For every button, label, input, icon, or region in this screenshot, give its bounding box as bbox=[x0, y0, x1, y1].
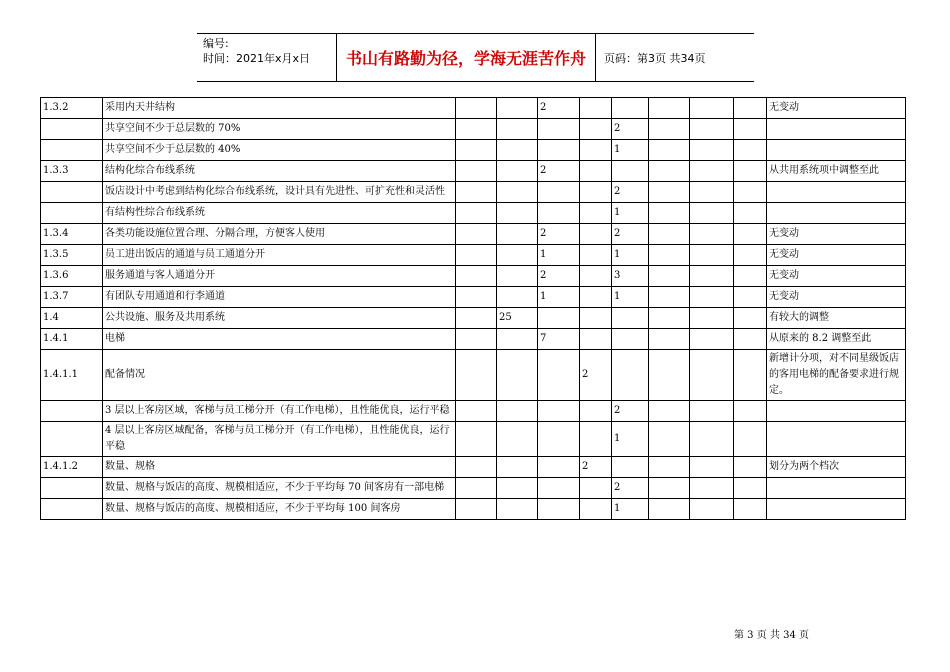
cell-c1 bbox=[456, 119, 497, 140]
cell-code bbox=[41, 478, 103, 499]
cell-note bbox=[767, 140, 906, 161]
table-row bbox=[41, 350, 906, 401]
cell-c4 bbox=[580, 203, 612, 224]
cell-item: 有团队专用通道和行李通道 bbox=[103, 287, 456, 308]
cell-c6 bbox=[649, 161, 690, 182]
cell-code: 1.4.1.1 bbox=[41, 350, 103, 401]
cell-code bbox=[41, 182, 103, 203]
standards-table bbox=[40, 97, 906, 520]
cell-c4 bbox=[580, 287, 612, 308]
cell-code bbox=[41, 140, 103, 161]
cell-note bbox=[767, 119, 906, 140]
cell-c1 bbox=[456, 161, 497, 182]
cell-c7 bbox=[690, 245, 734, 266]
cell-note: 无变动 bbox=[767, 98, 906, 119]
cell-note: 新增计分项，对不同星级饭店的客用电梯的配备要求进行规定。 bbox=[767, 350, 906, 401]
cell-c4 bbox=[580, 266, 612, 287]
cell-c4 bbox=[580, 119, 612, 140]
cell-note bbox=[767, 478, 906, 499]
cell-item: 饭店设计中考虑到结构化综合布线系统，设计具有先进性、可扩充性和灵活性 bbox=[103, 182, 456, 203]
cell-c3: 2 bbox=[538, 98, 580, 119]
cell-c8 bbox=[734, 119, 767, 140]
cell-item: 数量、规格与饭店的高度、规模相适应，不少于平均每 100 间客房 bbox=[103, 499, 456, 520]
cell-c2 bbox=[497, 478, 538, 499]
cell-c5 bbox=[612, 457, 649, 478]
cell-c8 bbox=[734, 308, 767, 329]
cell-item: 电梯 bbox=[103, 329, 456, 350]
time-label: 时间：2021年x月x日 bbox=[203, 52, 311, 65]
cell-c8 bbox=[734, 350, 767, 401]
cell-code bbox=[41, 119, 103, 140]
cell-code bbox=[41, 203, 103, 224]
cell-c6 bbox=[649, 245, 690, 266]
cell-c8 bbox=[734, 182, 767, 203]
cell-item: 结构化综合布线系统 bbox=[103, 161, 456, 182]
page-header bbox=[197, 33, 754, 82]
table-row bbox=[41, 224, 906, 245]
table-row bbox=[41, 422, 906, 457]
cell-c3 bbox=[538, 308, 580, 329]
table-row bbox=[41, 499, 906, 520]
cell-c1 bbox=[456, 329, 497, 350]
cell-code: 1.3.7 bbox=[41, 287, 103, 308]
table-row bbox=[41, 457, 906, 478]
cell-c6 bbox=[649, 287, 690, 308]
cell-c1 bbox=[456, 308, 497, 329]
cell-c5: 1 bbox=[612, 203, 649, 224]
table-row bbox=[41, 98, 906, 119]
cell-c1 bbox=[456, 401, 497, 422]
cell-c4: 2 bbox=[580, 350, 612, 401]
cell-c2 bbox=[497, 350, 538, 401]
cell-c2 bbox=[497, 98, 538, 119]
cell-c4 bbox=[580, 161, 612, 182]
cell-c6 bbox=[649, 457, 690, 478]
table-row bbox=[41, 266, 906, 287]
cell-c2 bbox=[497, 457, 538, 478]
cell-c6 bbox=[649, 478, 690, 499]
cell-note: 从原来的 8.2 调整至此 bbox=[767, 329, 906, 350]
cell-item: 共享空间不少于总层数的 40% bbox=[103, 140, 456, 161]
cell-item: 有结构性综合布线系统 bbox=[103, 203, 456, 224]
cell-c5: 2 bbox=[612, 224, 649, 245]
cell-c4 bbox=[580, 245, 612, 266]
cell-c3 bbox=[538, 350, 580, 401]
cell-note bbox=[767, 422, 906, 457]
cell-c2 bbox=[497, 266, 538, 287]
cell-c2: 25 bbox=[497, 308, 538, 329]
cell-c5 bbox=[612, 350, 649, 401]
cell-c2 bbox=[497, 140, 538, 161]
cell-note: 划分为两个档次 bbox=[767, 457, 906, 478]
cell-c2 bbox=[497, 499, 538, 520]
table-row bbox=[41, 308, 906, 329]
cell-c2 bbox=[497, 329, 538, 350]
cell-c2 bbox=[497, 422, 538, 457]
cell-c2 bbox=[497, 224, 538, 245]
cell-c8 bbox=[734, 245, 767, 266]
cell-c5: 2 bbox=[612, 478, 649, 499]
cell-c6 bbox=[649, 119, 690, 140]
cell-c1 bbox=[456, 224, 497, 245]
cell-item: 采用内天井结构 bbox=[103, 98, 456, 119]
cell-c2 bbox=[497, 287, 538, 308]
cell-c5 bbox=[612, 161, 649, 182]
cell-c8 bbox=[734, 224, 767, 245]
cell-c8 bbox=[734, 329, 767, 350]
table-row bbox=[41, 140, 906, 161]
cell-c5: 1 bbox=[612, 287, 649, 308]
cell-item: 数量、规格 bbox=[103, 457, 456, 478]
cell-code: 1.4.1 bbox=[41, 329, 103, 350]
cell-c7 bbox=[690, 308, 734, 329]
cell-c6 bbox=[649, 182, 690, 203]
cell-c7 bbox=[690, 350, 734, 401]
cell-c8 bbox=[734, 287, 767, 308]
cell-note: 无变动 bbox=[767, 224, 906, 245]
number-label: 编号: bbox=[203, 37, 229, 50]
cell-c4 bbox=[580, 478, 612, 499]
cell-c5 bbox=[612, 98, 649, 119]
cell-c5: 2 bbox=[612, 182, 649, 203]
cell-item: 公共设施、服务及共用系统 bbox=[103, 308, 456, 329]
cell-c2 bbox=[497, 119, 538, 140]
table-row bbox=[41, 245, 906, 266]
cell-c4 bbox=[580, 401, 612, 422]
cell-c3 bbox=[538, 140, 580, 161]
cell-c3: 2 bbox=[538, 224, 580, 245]
cell-item: 服务通道与客人通道分开 bbox=[103, 266, 456, 287]
cell-c5: 2 bbox=[612, 119, 649, 140]
cell-c4 bbox=[580, 224, 612, 245]
cell-c7 bbox=[690, 499, 734, 520]
cell-c5: 1 bbox=[612, 422, 649, 457]
cell-c7 bbox=[690, 329, 734, 350]
cell-code: 1.4.1.2 bbox=[41, 457, 103, 478]
cell-code: 1.4 bbox=[41, 308, 103, 329]
table-row bbox=[41, 203, 906, 224]
cell-c4 bbox=[580, 499, 612, 520]
cell-c3: 1 bbox=[538, 245, 580, 266]
cell-c6 bbox=[649, 203, 690, 224]
cell-code: 1.3.4 bbox=[41, 224, 103, 245]
cell-item: 数量、规格与饭店的高度、规模相适应，不少于平均每 70 间客房有一部电梯 bbox=[103, 478, 456, 499]
cell-c6 bbox=[649, 329, 690, 350]
cell-code: 1.3.3 bbox=[41, 161, 103, 182]
cell-c3 bbox=[538, 422, 580, 457]
cell-code: 1.3.6 bbox=[41, 266, 103, 287]
cell-note: 无变动 bbox=[767, 266, 906, 287]
cell-c2 bbox=[497, 182, 538, 203]
cell-note bbox=[767, 182, 906, 203]
cell-c8 bbox=[734, 203, 767, 224]
cell-c8 bbox=[734, 457, 767, 478]
cell-c3: 1 bbox=[538, 287, 580, 308]
cell-c5: 1 bbox=[612, 499, 649, 520]
cell-c8 bbox=[734, 98, 767, 119]
table-row bbox=[41, 401, 906, 422]
cell-c3 bbox=[538, 499, 580, 520]
page-info: 页码：第3页 共34页 bbox=[604, 51, 706, 65]
cell-c1 bbox=[456, 350, 497, 401]
cell-code: 1.3.5 bbox=[41, 245, 103, 266]
cell-c8 bbox=[734, 499, 767, 520]
cell-c4 bbox=[580, 329, 612, 350]
cell-c4 bbox=[580, 182, 612, 203]
cell-c2 bbox=[497, 245, 538, 266]
cell-c1 bbox=[456, 245, 497, 266]
cell-c6 bbox=[649, 499, 690, 520]
cell-item: 员工进出饭店的通道与员工通道分开 bbox=[103, 245, 456, 266]
cell-code: 1.3.2 bbox=[41, 98, 103, 119]
cell-c8 bbox=[734, 422, 767, 457]
cell-c7 bbox=[690, 422, 734, 457]
cell-c6 bbox=[649, 98, 690, 119]
cell-note: 无变动 bbox=[767, 287, 906, 308]
cell-c6 bbox=[649, 308, 690, 329]
cell-note: 无变动 bbox=[767, 245, 906, 266]
cell-note bbox=[767, 499, 906, 520]
table-row bbox=[41, 119, 906, 140]
table-row bbox=[41, 161, 906, 182]
cell-code bbox=[41, 422, 103, 457]
cell-c5: 3 bbox=[612, 266, 649, 287]
table-row bbox=[41, 287, 906, 308]
cell-c1 bbox=[456, 98, 497, 119]
cell-c8 bbox=[734, 161, 767, 182]
cell-c8 bbox=[734, 401, 767, 422]
cell-c1 bbox=[456, 203, 497, 224]
cell-c3 bbox=[538, 457, 580, 478]
cell-item: 共享空间不少于总层数的 70% bbox=[103, 119, 456, 140]
cell-c3: 2 bbox=[538, 266, 580, 287]
cell-c7 bbox=[690, 182, 734, 203]
cell-c7 bbox=[690, 98, 734, 119]
cell-item: 各类功能设施位置合理、分隔合理，方便客人使用 bbox=[103, 224, 456, 245]
cell-note: 有较大的调整 bbox=[767, 308, 906, 329]
cell-c1 bbox=[456, 478, 497, 499]
cell-code bbox=[41, 499, 103, 520]
cell-c3 bbox=[538, 119, 580, 140]
cell-c5: 1 bbox=[612, 245, 649, 266]
cell-c7 bbox=[690, 287, 734, 308]
cell-c6 bbox=[649, 401, 690, 422]
cell-c6 bbox=[649, 350, 690, 401]
cell-c7 bbox=[690, 161, 734, 182]
motto: 书山有路勤为径，学海无涯苦作舟 bbox=[337, 34, 596, 81]
table-row bbox=[41, 478, 906, 499]
cell-item: 3 层以上客房区域，客梯与员工梯分开（有工作电梯），且性能优良，运行平稳 bbox=[103, 401, 456, 422]
header-meta bbox=[197, 34, 337, 81]
cell-c3 bbox=[538, 401, 580, 422]
cell-c7 bbox=[690, 401, 734, 422]
cell-note: 从共用系统项中调整至此 bbox=[767, 161, 906, 182]
cell-c7 bbox=[690, 119, 734, 140]
cell-code bbox=[41, 401, 103, 422]
cell-c4: 2 bbox=[580, 457, 612, 478]
cell-c3 bbox=[538, 203, 580, 224]
cell-c5: 2 bbox=[612, 401, 649, 422]
cell-c2 bbox=[497, 401, 538, 422]
cell-note bbox=[767, 401, 906, 422]
cell-c6 bbox=[649, 140, 690, 161]
cell-item: 4 层以上客房区域配备，客梯与员工梯分开（有工作电梯），且性能优良，运行平稳 bbox=[103, 422, 456, 457]
cell-item: 配备情况 bbox=[103, 350, 456, 401]
cell-c5 bbox=[612, 308, 649, 329]
cell-c5 bbox=[612, 329, 649, 350]
cell-c1 bbox=[456, 457, 497, 478]
cell-c5: 1 bbox=[612, 140, 649, 161]
cell-c4 bbox=[580, 98, 612, 119]
table-row bbox=[41, 182, 906, 203]
cell-c7 bbox=[690, 224, 734, 245]
cell-c2 bbox=[497, 161, 538, 182]
page-footer: 第 3 页 共 34 页 bbox=[734, 630, 809, 641]
cell-c3: 7 bbox=[538, 329, 580, 350]
cell-c8 bbox=[734, 266, 767, 287]
cell-c8 bbox=[734, 140, 767, 161]
cell-c8 bbox=[734, 478, 767, 499]
cell-note bbox=[767, 203, 906, 224]
cell-c1 bbox=[456, 287, 497, 308]
cell-c1 bbox=[456, 266, 497, 287]
cell-c1 bbox=[456, 499, 497, 520]
cell-c1 bbox=[456, 422, 497, 457]
cell-c1 bbox=[456, 182, 497, 203]
cell-c1 bbox=[456, 140, 497, 161]
cell-c2 bbox=[497, 203, 538, 224]
cell-c7 bbox=[690, 457, 734, 478]
cell-c4 bbox=[580, 140, 612, 161]
cell-c7 bbox=[690, 140, 734, 161]
cell-c6 bbox=[649, 224, 690, 245]
cell-c4 bbox=[580, 308, 612, 329]
cell-c3 bbox=[538, 478, 580, 499]
table-row bbox=[41, 329, 906, 350]
cell-c6 bbox=[649, 266, 690, 287]
cell-c7 bbox=[690, 478, 734, 499]
cell-c7 bbox=[690, 266, 734, 287]
cell-c3 bbox=[538, 182, 580, 203]
cell-c7 bbox=[690, 203, 734, 224]
cell-c6 bbox=[649, 422, 690, 457]
cell-c3: 2 bbox=[538, 161, 580, 182]
cell-c4 bbox=[580, 422, 612, 457]
